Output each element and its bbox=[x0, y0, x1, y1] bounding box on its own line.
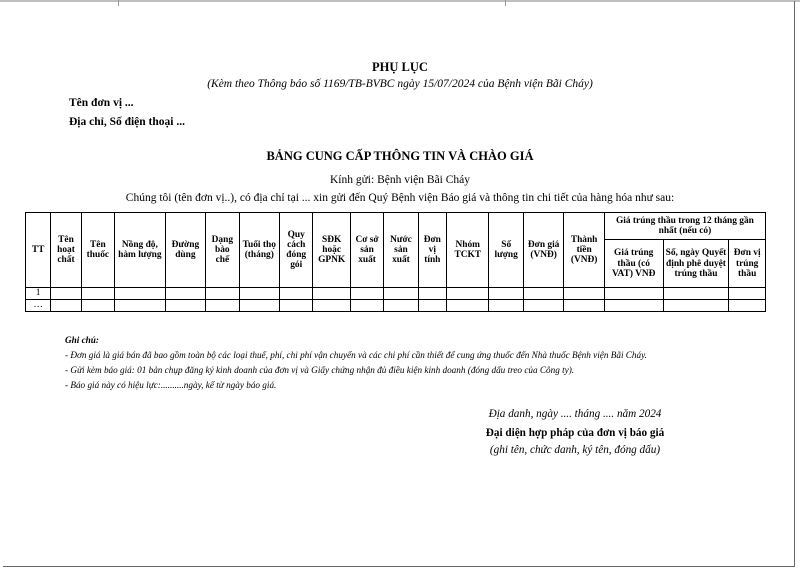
notes-heading: Ghi chú: bbox=[65, 335, 99, 345]
table-cell bbox=[418, 300, 446, 312]
col-header-country: Nước sản xuất bbox=[384, 213, 418, 288]
table-cell bbox=[564, 288, 604, 300]
form-title: BẢNG CUNG CẤP THÔNG TIN VÀ CHÀO GIÁ bbox=[266, 149, 534, 163]
table-cell bbox=[165, 300, 205, 312]
table-cell bbox=[350, 300, 383, 312]
signature-place-date: Địa danh, ngày .... tháng .... năm 2024 bbox=[488, 408, 662, 420]
col-header-route: Đường dùng bbox=[165, 213, 205, 288]
table-cell bbox=[489, 300, 523, 312]
table-cell bbox=[350, 288, 383, 300]
note-item: - Đơn giá là giá bán đã bao gồm toàn bộ các loại thuế, phí, chi phí vận chuyển và các chi phí cần thiết để cung ứng thuốc đến Nhà thuốc Bệnh viện Bãi Cháy. bbox=[65, 350, 647, 360]
appendix-title: PHỤ LỤC bbox=[372, 60, 428, 74]
col-header-concentration: Nồng độ, hàm lượng bbox=[115, 213, 166, 288]
table-cell bbox=[115, 288, 166, 300]
table-cell bbox=[384, 300, 418, 312]
table-cell bbox=[239, 300, 279, 312]
col-header-manufacturer: Cơ sở sản xuất bbox=[350, 213, 383, 288]
table-cell bbox=[446, 300, 489, 312]
table-cell bbox=[206, 300, 239, 312]
table-cell bbox=[280, 288, 313, 300]
col-header-dosage-form: Dạng bào chế bbox=[206, 213, 239, 288]
table-cell bbox=[313, 300, 350, 312]
table-cell bbox=[446, 288, 489, 300]
col-header-tckt-group: Nhóm TCKT bbox=[446, 213, 489, 288]
table-cell bbox=[564, 300, 604, 312]
table-cell: … bbox=[26, 300, 51, 312]
unit-name-line: Tên đơn vị ... bbox=[69, 97, 134, 109]
table-cell bbox=[81, 288, 114, 300]
table-cell bbox=[523, 288, 563, 300]
table-cell bbox=[239, 288, 279, 300]
table-cell bbox=[418, 288, 446, 300]
col-header-winning-price: Giá trúng thầu (có VAT) VNĐ bbox=[604, 240, 663, 288]
table-cell bbox=[313, 288, 350, 300]
recipient-line: Kính gửi: Bệnh viện Bãi Cháy bbox=[329, 174, 471, 186]
table-cell bbox=[115, 300, 166, 312]
table-cell: 1 bbox=[26, 288, 51, 300]
quotation-table bbox=[25, 212, 766, 312]
appendix-subtitle: (Kèm theo Thông báo số 1169/TB-BVBC ngày 15/07/2024 của Bệnh viện Bãi Cháy) bbox=[207, 78, 593, 90]
col-header-amount: Thành tiền (VNĐ) bbox=[564, 213, 604, 288]
col-header-winning-bid-group: Giá trúng thầu trong 12 tháng gần nhất (nếu có) bbox=[604, 213, 765, 240]
col-header-packaging: Quy cách đóng gói bbox=[280, 213, 313, 288]
table-cell bbox=[729, 300, 766, 312]
col-header-registration: SĐK hoặc GPNK bbox=[313, 213, 350, 288]
col-header-drug-name: Tên thuốc bbox=[81, 213, 114, 288]
table-row bbox=[26, 288, 766, 300]
signature-representative: Đại diện hợp pháp của đơn vị báo giá bbox=[485, 427, 665, 439]
notes-section bbox=[65, 333, 647, 393]
note-item: - Báo giá này có hiệu lực:..........ngày, kể từ ngày báo giá. bbox=[65, 380, 277, 390]
col-header-decision: Số, ngày Quyết định phê duyệt trúng thầu bbox=[663, 240, 729, 288]
address-phone-line: Địa chỉ, Số điện thoại ... bbox=[69, 116, 185, 128]
table-cell bbox=[51, 300, 81, 312]
table-cell bbox=[729, 288, 766, 300]
table-cell bbox=[489, 288, 523, 300]
table-cell bbox=[280, 300, 313, 312]
col-header-tt: TT bbox=[26, 213, 51, 288]
col-header-shelf-life: Tuổi thọ (tháng) bbox=[239, 213, 279, 288]
table-cell bbox=[604, 300, 663, 312]
intro-paragraph: Chúng tôi (tên đơn vị..), có địa chỉ tại ... xin gửi đến Quý Bệnh viện Báo giá và thông tin chi tiết của hàng hóa như sau: bbox=[125, 192, 675, 204]
table-cell bbox=[165, 288, 205, 300]
quotation-table-body bbox=[26, 288, 766, 312]
table-cell bbox=[523, 300, 563, 312]
table-cell bbox=[206, 288, 239, 300]
table-cell bbox=[51, 288, 81, 300]
col-header-unit: Đơn vị tính bbox=[418, 213, 446, 288]
signature-instruction: (ghi tên, chức danh, ký tên, đóng dấu) bbox=[489, 444, 661, 456]
table-cell bbox=[81, 300, 114, 312]
table-cell bbox=[384, 288, 418, 300]
col-header-active-ingredient: Tên hoạt chất bbox=[51, 213, 81, 288]
table-cell bbox=[663, 300, 729, 312]
table-cell bbox=[663, 288, 729, 300]
col-header-unit-price: Đơn giá (VNĐ) bbox=[523, 213, 563, 288]
col-header-quantity: Số lượng bbox=[489, 213, 523, 288]
table-cell bbox=[604, 288, 663, 300]
col-header-winning-unit: Đơn vị trúng thầu bbox=[729, 240, 766, 288]
note-item: - Gửi kèm báo giá: 01 bản chụp đăng ký kinh doanh của đơn vị và Giấy chứng nhận đủ điều kiện kinh doanh (đóng dấu treo của Công ty). bbox=[65, 365, 575, 375]
table-row bbox=[26, 300, 766, 312]
